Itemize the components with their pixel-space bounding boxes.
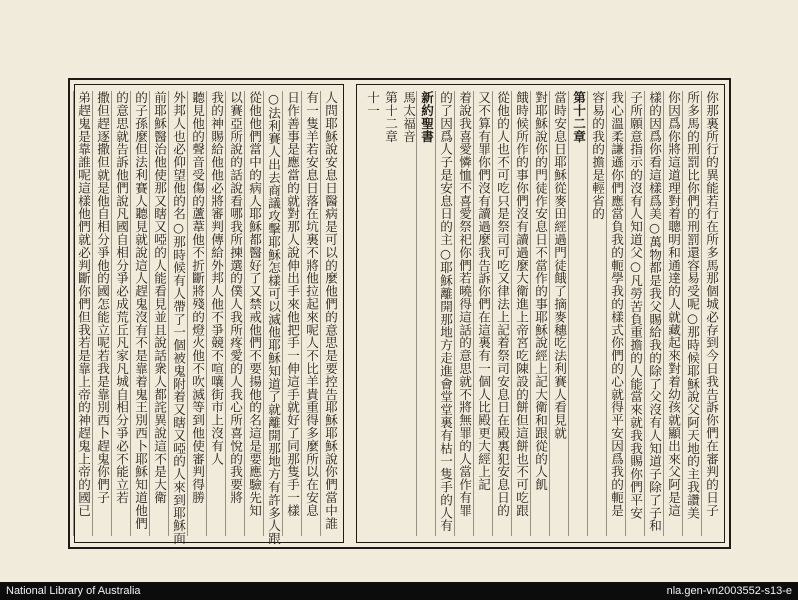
text-column: 我的神賜給他他必將審判傳給外邦人他不爭競不喧嚷街市上沒有人: [206, 91, 225, 536]
text-column: 子所願意指示的沒有人知道父○凡勞苦負重擔的人能當來就我我賜你們平安: [625, 91, 644, 536]
center-fold: [343, 84, 357, 543]
text-column: 容易的我的擔是輕省的: [587, 91, 606, 536]
text-column: 又不算有罪你們沒有讀過麼我告訴你們在這裏有一個人比殿更大經上記: [473, 91, 492, 536]
right-page: [340, 85, 724, 542]
text-column: 以賽亞所說的話說看哪我所揀選的僕人我所疼愛的人我心所喜悅的我要將: [225, 91, 244, 536]
text-column: 對耶穌說你的門徒作安息日不當作的事耶穌說經上記大衛和跟從的人飢: [530, 91, 549, 536]
text-column: ○法利賽人出去商議攻擊耶穌怎樣可以滅他耶穌知道了就離開那地方有許多人跟: [263, 91, 282, 536]
text-column: 從他他們當中的病人耶穌都醫好了又禁戒他們不要揚他的名這是要應驗先知: [244, 91, 263, 536]
text-column: 聽見他的聲音受傷的蘆葦他不折斷將殘的燈火他不吹滅等到他使審判得勝: [187, 91, 206, 536]
page-frame: [68, 78, 731, 549]
text-column: 你因爲你將這道理對着聰明和通達的人就藏起來對着幼孩就顯出來父阿是這: [663, 91, 682, 536]
text-column: 弟趕鬼是靠誰呢這樣他們就必判斷你們但我若是靠上帝的神趕鬼上帝的國已: [73, 91, 92, 536]
text-column: 外邦人也必仰望他的名○那時候有人帶了一個被鬼附着又瞎又啞的人來到耶穌面: [168, 91, 187, 536]
text-column: 日作善事是應當的就對那人說伸出手來他把手一伸這手就好了同那隻手一樣: [282, 91, 301, 536]
text-column: 人問耶穌說安息日醫病是可以的麼他們的意思是要控告耶穌耶穌說你們當中誰: [320, 91, 339, 536]
text-column: 有一隻羊若安息日落在坑裏不將他拉起來呢人不比羊貴重得多麼所以在安息: [301, 91, 320, 536]
text-column: 當時安息日耶穌從麥田經過門徒餓了摘麥穗吃法利賽人看見就: [549, 91, 568, 536]
text-column: 的子孫麼但法利賽人聽見就說這人趕鬼沒有不是靠着鬼王別西卜耶穌知道他們: [130, 91, 149, 536]
running-title: 新約聖書: [419, 91, 434, 143]
institution-credit: National Library of Australia: [6, 585, 141, 597]
page-number: 十一: [365, 91, 380, 117]
text-column: 的意思就告訴他們說凡國自相分爭必成荒丘凡家凡城自相分爭必不能立若: [111, 91, 130, 536]
text-column: 我心溫柔謙遜你們應當負我的軛學我的樣式你們的心就得平安因爲我的軛是: [606, 91, 625, 536]
text-column: 撒但趕逐撒但就是他自相分爭他的國怎能立呢若我是靠別西卜趕鬼你們子: [92, 91, 111, 536]
chapter-number: 第十二章: [383, 91, 398, 143]
running-head-column: [365, 91, 435, 536]
left-page: [75, 85, 343, 545]
text-column: 餓時候所作的事你們沒有讀過麼大衛進上帝宮吃陳設的餅但這餅也不可吃跟: [511, 91, 530, 536]
text-column: 樣的因爲你看這樣爲美○萬物都是我父賜給我的除了父沒有人知道子除了子和: [644, 91, 663, 536]
text-column: 的了因爲人子是安息日的主○耶穌離開那地方走進會堂堂裏有枯一隻手的人有: [435, 91, 454, 536]
text-column: 前耶穌醫治他使那又瞎又啞的人能看見並且說話衆人都詫異說這不是大衛: [149, 91, 168, 536]
chapter-marker: 第十二章: [568, 91, 587, 536]
book-name: 馬太福音: [401, 91, 416, 143]
right-page-columns: [344, 91, 720, 536]
text-column: 從他的人也不可吃只是祭司可吃又律法上記着祭司安息日在殿裏犯安息日的: [492, 91, 511, 536]
text-column: 所多馬的刑罰比你們的刑罰還容易受呢○那時候耶穌說父阿天地的主我讚美: [682, 91, 701, 536]
text-column: 你那裏所行的異能若行在所多馬那個城必存到今日我告訴你們在審判的日子: [701, 91, 720, 536]
text-column: 着說我喜愛憐恤不喜愛祭祀你們若曉得這話的意思就不將無罪的人當作有罪: [454, 91, 473, 536]
item-identifier: nla.gen-vn2003552-s13-e: [666, 585, 792, 597]
left-page-columns: [76, 91, 339, 545]
page-frame-inner: [74, 84, 725, 543]
viewer-footer: [0, 582, 798, 600]
